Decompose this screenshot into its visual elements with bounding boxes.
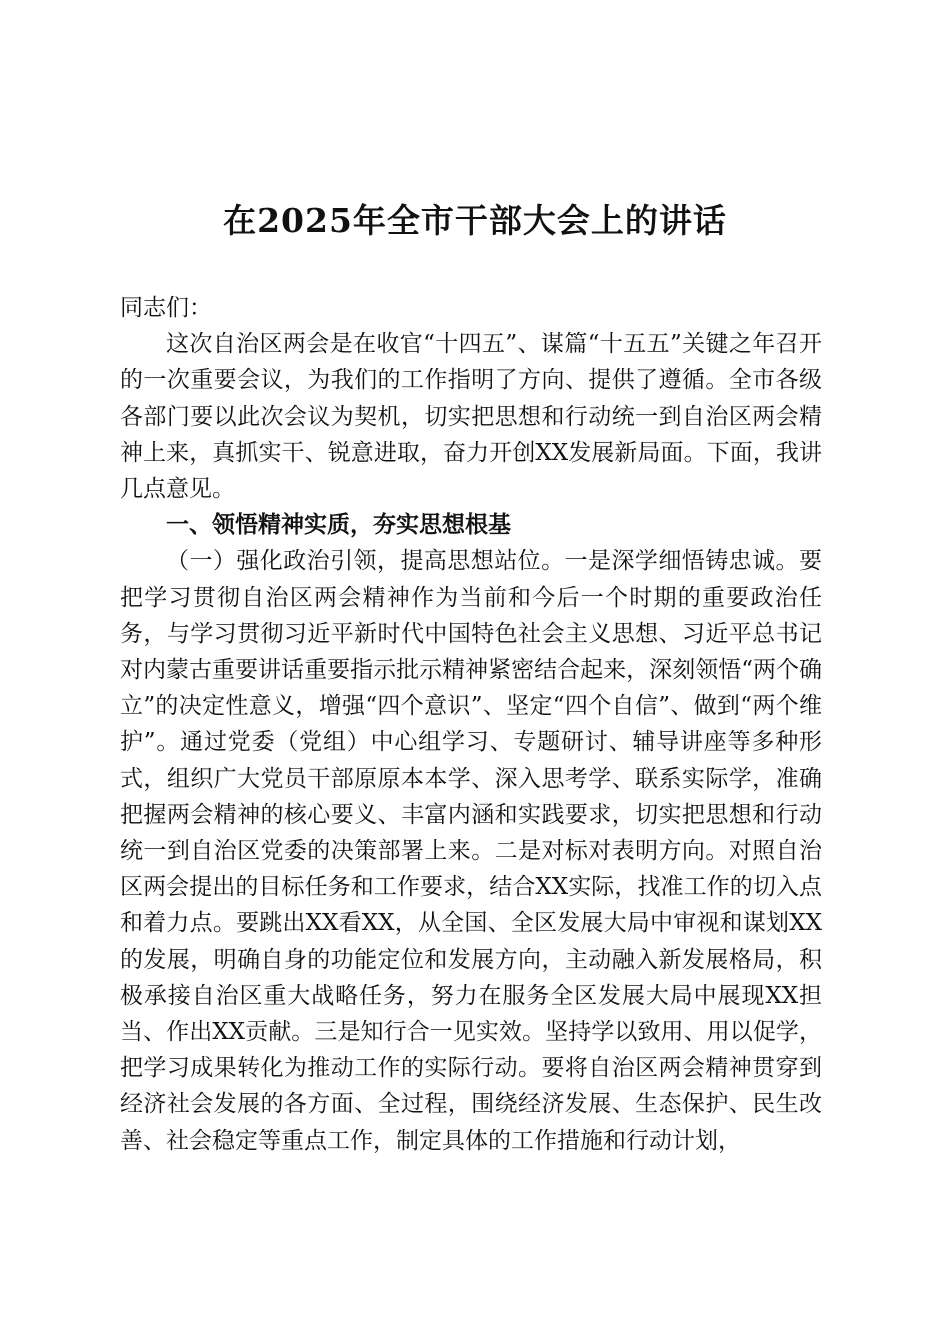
- salutation: 同志们：: [120, 295, 212, 321]
- page-title: 在2025年全市干部大会上的讲话: [223, 201, 727, 240]
- section-heading: 一、领悟精神实质，夯实思想根基: [166, 511, 511, 539]
- document-body: [120, 290, 822, 1159]
- intro-paragraph: 这次自治区两会是在收官“十四五”、谋篇“十五五”关键之年召开的一次重要会议，为我们的工作指明了方向、提供了遵循。全市各级各部门要以此次会议为契机，切实把思想和行动统一到自治区两会精神上来，真抓实干、锐意进取，奋力开创XX发展新局面。下面，我讲几点意见。: [120, 331, 822, 503]
- section-paragraph: [120, 543, 822, 1158]
- sub-body: 一是深学细悟铸忠诚。要把学习贯彻自治区两会精神作为当前和今后一个时期的重要政治任务，与学习贯彻习近平新时代中国特色社会主义思想、习近平总书记对内蒙古重要讲话重要指示批示精神紧密结合起来，深刻领悟“两个确立”的决定性意义，增强“四个意识”、坚定“四个自信”、做到“两个维护”。通过党委（党组）中心组学习、专题研讨、辅导讲座等多种形式，组织广大党员干部原原本本学、深入思考学、联系实际学，准确把握两会精神的核心要义、丰富内涵和实践要求，切实把思想和行动统一到自治区党委的决策部署上来。二是对标对表明方向。对照自治区两会提出的目标任务和工作要求，结合XX实际，找准工作的切入点和着力点。要跳出XX看XX，从全国、全区发展大局中审视和谋划XX的发展，明确自身的功能定位和发展方向，主动融入新发展格局，积极承接自治区重大战略任务，努力在服务全区发展大局中展现XX担当、作出XX贡献。三是知行合一见实效。坚持学以致用、用以促学，把学习成果转化为推动工作的实际行动。要将自治区两会精神贯穿到经济社会发展的各方面、全过程，围绕经济发展、生态保护、民生改善、社会稳定等重点工作，制定具体的工作措施和行动计划，: [120, 548, 823, 1154]
- sub-heading: （一）强化政治引领，提高思想站位。: [166, 548, 565, 575]
